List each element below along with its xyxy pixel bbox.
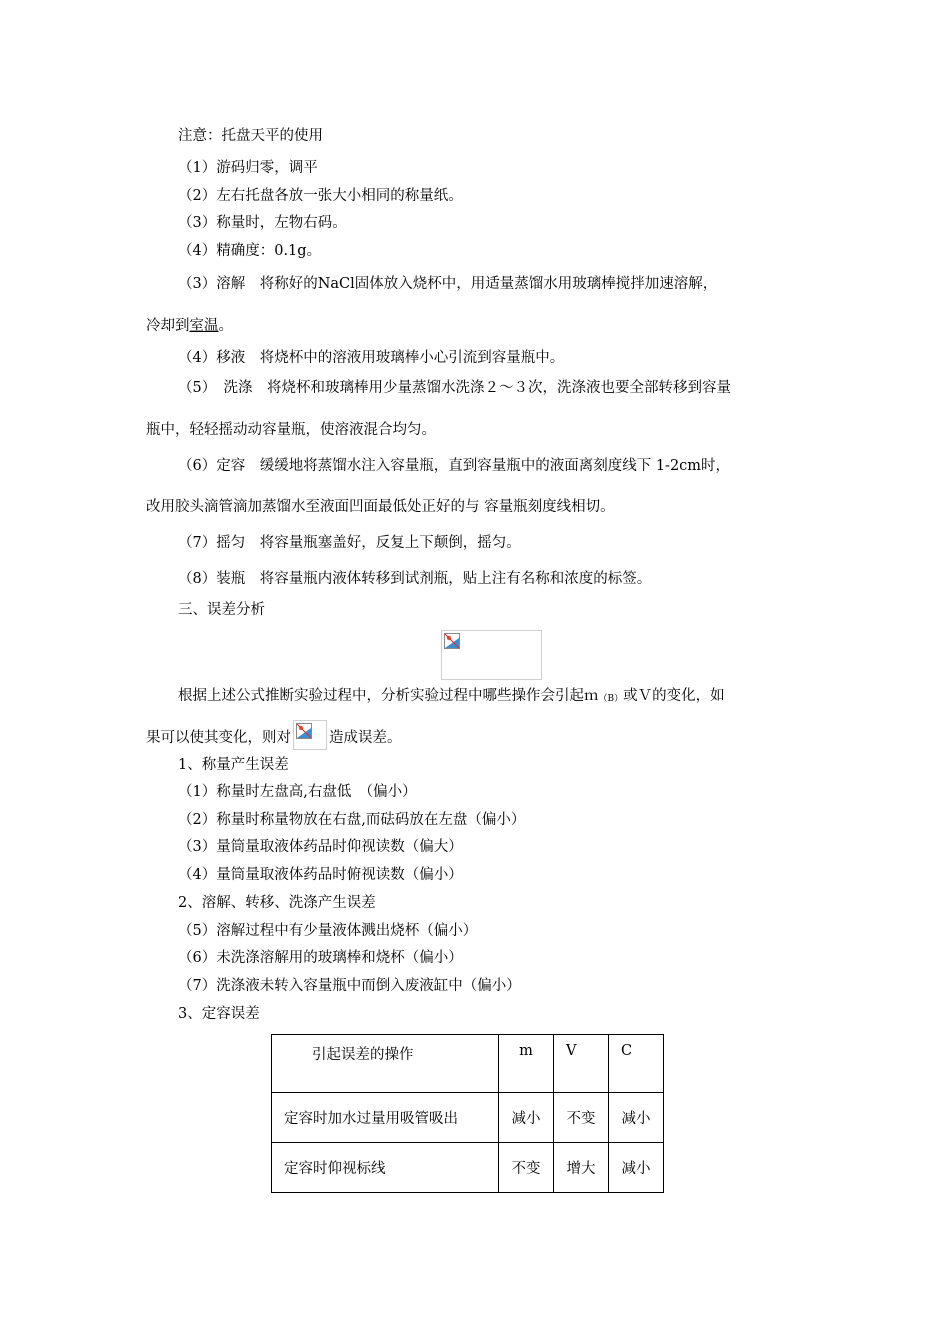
table-row	[272, 1143, 664, 1193]
subscript-b: （B）	[598, 694, 624, 704]
analysis-line1	[178, 686, 725, 709]
inline-formula-image	[293, 720, 327, 750]
table-header-v: V	[554, 1035, 609, 1093]
note-item-3: （3）称量时，左物右码。	[178, 215, 347, 231]
step-dissolve-line2	[146, 316, 233, 336]
step-constant-volume-line2: 改用胶头滴管滴加蒸馏水至液面凹面最低处正好的与 容量瓶刻度线相切。	[146, 499, 615, 515]
step-wash-line2: 瓶中，轻轻摇动动容量瓶，使溶液混合均匀。	[146, 422, 436, 438]
table-cell-operation: 定容时仰视标线	[272, 1143, 499, 1193]
step-wash-line1: （5） 洗涤 将烧杯和玻璃棒用少量蒸馏水洗涤２～３次，洗涤液也要全部转移到容量	[178, 380, 731, 396]
room-temp-underlined: 室温	[189, 318, 219, 334]
formula-image	[441, 630, 542, 680]
step-transfer: （4）移液 将烧杯中的溶液用玻璃棒小心引流到容量瓶中。	[178, 350, 565, 366]
weighing-heading: 1、称量产生误差	[178, 757, 289, 773]
volume-heading: 3、定容误差	[178, 1006, 260, 1022]
weighing-item-4: （4）量筒量取液体药品时俯视读数（偏小）	[178, 867, 463, 883]
broken-image-icon	[444, 633, 460, 649]
error-table	[271, 1034, 664, 1193]
step-dissolve-text: 冷却到	[146, 318, 190, 334]
weighing-item-1: （1）称量时左盘高,右盘低 （偏小）	[178, 784, 417, 800]
table-cell-c: 减小	[609, 1093, 664, 1143]
table-cell-operation: 定容时加水过量用吸管吸出	[272, 1093, 499, 1143]
note-item-2: （2）左右托盘各放一张大小相同的称量纸。	[178, 188, 463, 204]
table-cell-m: 减小	[499, 1093, 554, 1143]
table-cell-v: 增大	[554, 1143, 609, 1193]
section3-heading: 三、误差分析	[178, 602, 265, 618]
step-dissolve-end: 。	[218, 318, 233, 334]
note-item-4: （4）精确度：0.1g。	[178, 243, 322, 259]
analysis-text-1: 根据上述公式推断实验过程中，分析实验过程中哪些操作会引起ｍ	[178, 688, 599, 704]
analysis-text-2: 或Ｖ的变化，如	[623, 688, 725, 704]
table-cell-v: 不变	[554, 1093, 609, 1143]
note-title: 注意：托盘天平的使用	[178, 128, 323, 144]
analysis-text-4: 造成误差。	[329, 730, 402, 746]
step-shake: （7）摇匀 将容量瓶塞盖好，反复上下颠倒，摇匀。	[178, 535, 521, 551]
dissolve-item-2: （6）未洗涤溶解用的玻璃棒和烧杯（偏小）	[178, 950, 463, 966]
table-cell-m: 不变	[499, 1143, 554, 1193]
table-row	[272, 1093, 664, 1143]
step-dissolve-line1: （3）溶解 将称好的NaCl固体放入烧杯中，用适量蒸馏水用玻璃棒搅拌加速溶解，	[178, 276, 718, 292]
weighing-item-2: （2）称量时称量物放在右盘,而砝码放在左盘（偏小）	[178, 812, 526, 828]
analysis-line2	[146, 720, 402, 750]
step-constant-volume-line1: （6）定容 缓缓地将蒸馏水注入容量瓶，直到容量瓶中的液面离刻度线下 1-2cm时，	[178, 458, 731, 474]
broken-image-icon	[296, 723, 312, 739]
table-header-m: m	[499, 1035, 554, 1093]
table-header-c: C	[609, 1035, 664, 1093]
dissolve-heading: 2、溶解、转移、洗涤产生误差	[178, 895, 376, 911]
dissolve-item-1: （5）溶解过程中有少量液体溅出烧杯（偏小）	[178, 923, 478, 939]
table-header-row	[272, 1035, 664, 1093]
weighing-item-3: （3）量筒量取液体药品时仰视读数（偏大）	[178, 839, 463, 855]
table-cell-c: 减小	[609, 1143, 664, 1193]
table-header-operation: 引起误差的操作	[272, 1035, 499, 1093]
analysis-text-3: 果可以使其变化，则对	[146, 730, 291, 746]
note-item-1: （1）游码归零，调平	[178, 160, 318, 176]
step-bottle: （8）装瓶 将容量瓶内液体转移到试剂瓶，贴上注有名称和浓度的标签。	[178, 571, 652, 587]
dissolve-item-3: （7）洗涤液未转入容量瓶中而倒入废液缸中（偏小）	[178, 978, 521, 994]
